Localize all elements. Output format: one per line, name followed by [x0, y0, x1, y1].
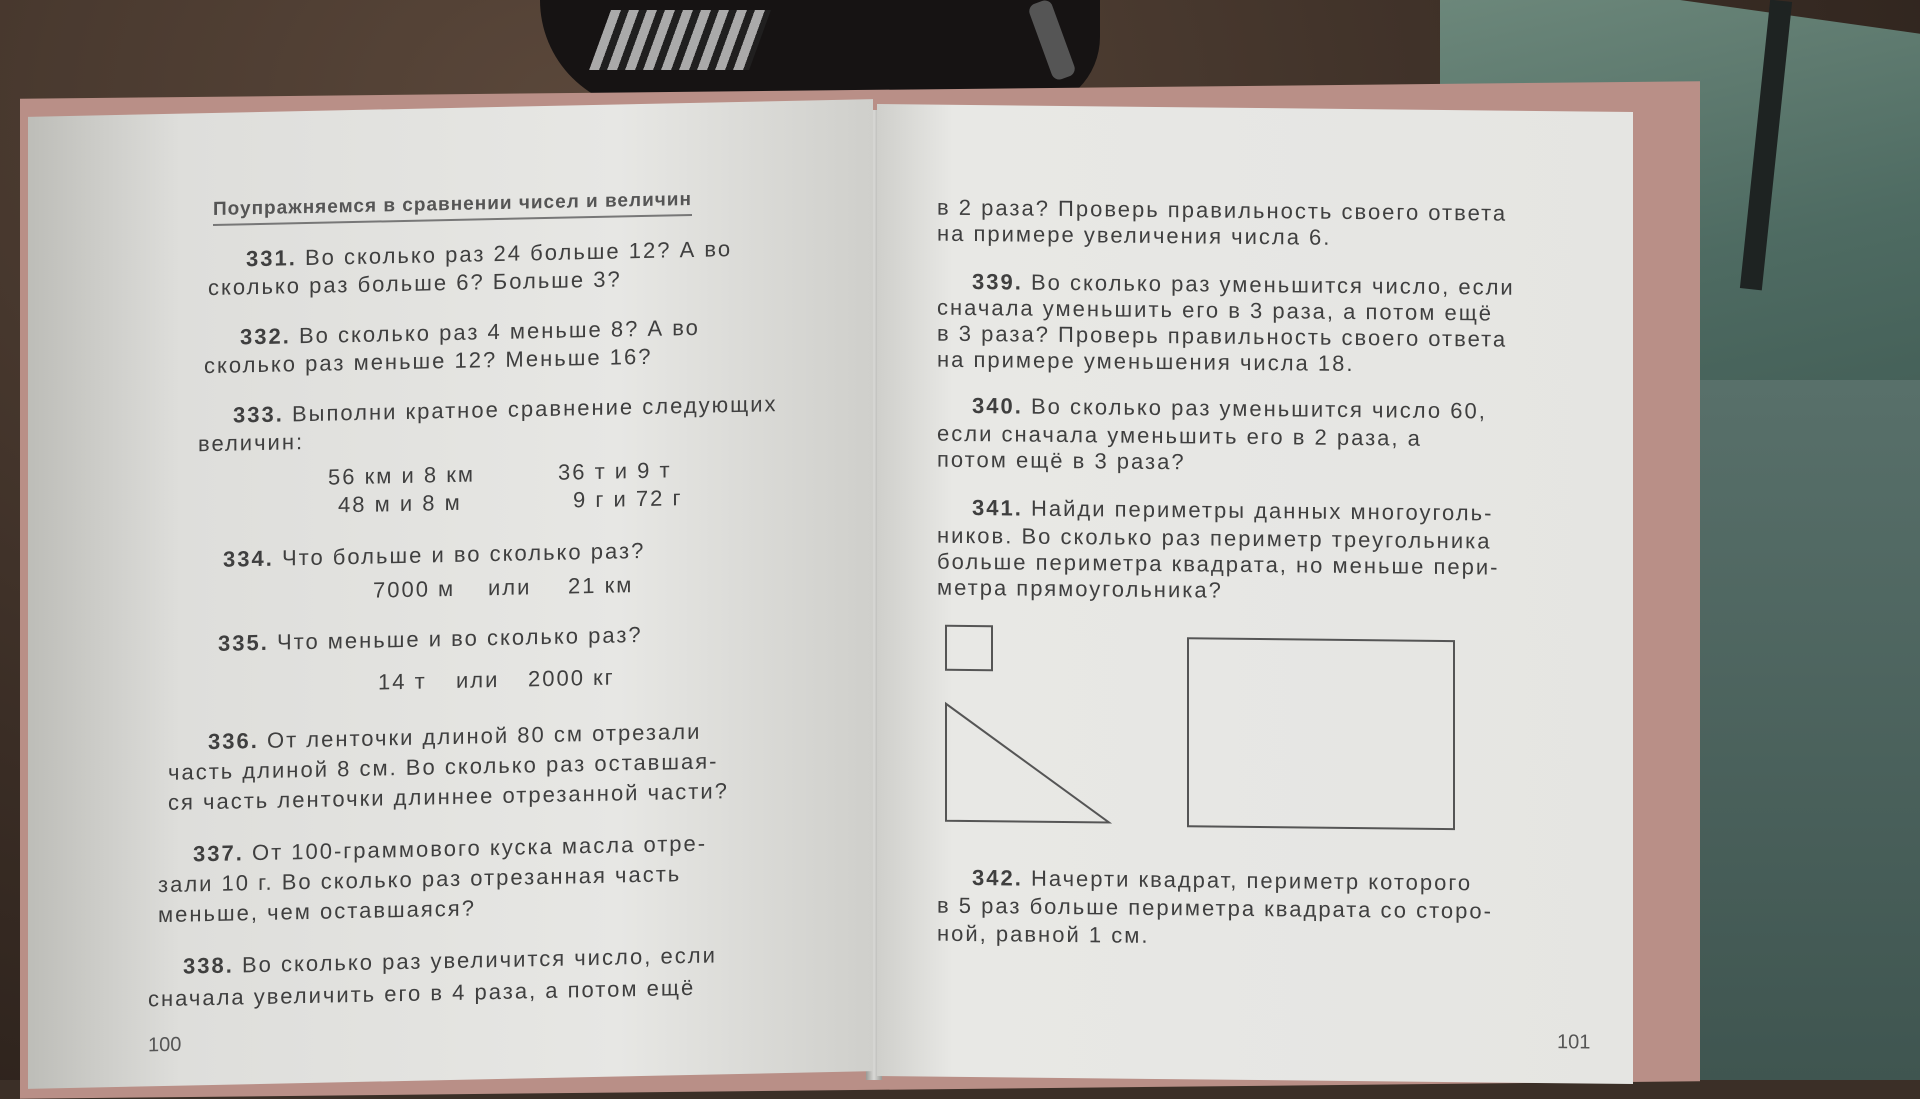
problem-341-line1: [972, 497, 1493, 524]
problem-336-line2: часть длиной 8 см. Во сколько раз оставшая-: [168, 748, 719, 785]
problem-number: 333.: [233, 401, 284, 428]
problem-339-line4: на примере уменьшения числа 18.: [937, 346, 1355, 377]
problem-341-line3: больше периметра квадрата, но меньше пери-: [937, 548, 1500, 580]
problem-337-line3: меньше, чем оставшаяся?: [158, 895, 476, 928]
problem-342-line3: ной, равной 1 см.: [937, 920, 1150, 948]
problem-text: Во сколько раз увеличится число, если: [241, 942, 717, 978]
square-figure: [945, 625, 993, 672]
problem-number: 341.: [972, 495, 1023, 521]
problem-335-line1: [218, 621, 643, 656]
problem-339-line2: сначала уменьшить его в 3 раза, а потом ещё: [937, 294, 1494, 326]
problem-337-line2: зали 10 г. Во сколько раз отрезанная часть: [158, 861, 682, 898]
problem-text: Что больше и во сколько раз?: [281, 537, 646, 571]
problem-336-line1: [208, 718, 702, 755]
problem-341-line4: метра прямоугольника?: [937, 574, 1223, 603]
problem-334-value2: 21 км: [568, 572, 634, 599]
problem-text: Начерти квадрат, периметр которого: [1030, 865, 1473, 896]
problem-331-line2: сколько раз больше 6? Больше 3?: [208, 266, 622, 301]
problem-336-line3: ся часть ленточки длиннее отрезанной части?: [168, 778, 729, 815]
page-number-right: 101: [1557, 1031, 1591, 1054]
problem-333-line2: величин:: [198, 429, 305, 457]
problem-333-pair-a1: 56 км и 8 км: [328, 461, 475, 490]
problem-text: Во сколько раз 24 больше 12? А во: [304, 236, 733, 271]
section-header: Поупражняемся в сравнении чисел и величин: [213, 189, 692, 226]
problem-number: 332.: [240, 323, 291, 350]
rectangle-figure: [1187, 637, 1455, 830]
problem-332-line2: сколько раз меньше 12? Меньше 16?: [204, 343, 653, 379]
problem-334-or: или: [488, 574, 532, 601]
problem-335-value1: 14 т: [378, 668, 427, 695]
left-page: [28, 99, 873, 1089]
problem-number: 338.: [183, 952, 234, 979]
problem-text: Выполни кратное сравнение следующих: [291, 391, 778, 427]
triangle-figure: [943, 701, 1113, 827]
problem-number: 336.: [208, 728, 259, 755]
problem-333-pair-a2: 48 м и 8 м: [338, 489, 462, 518]
problem-text: Что меньше и во сколько раз?: [276, 621, 643, 655]
problem-340-line3: потом ещё в 3 раза?: [937, 446, 1186, 475]
problem-342-line1: [972, 867, 1472, 894]
problem-text: Во сколько раз уменьшится число 60,: [1030, 393, 1487, 424]
problem-342-line2: в 5 раз больше периметра квадрата со сторо-: [937, 892, 1493, 924]
problem-341-line2: ников. Во сколько раз периметр треугольника: [937, 522, 1492, 554]
problem-text: Найди периметры данных многоуголь-: [1030, 495, 1494, 526]
problem-number: 331.: [246, 245, 297, 272]
problem-335-or: или: [456, 666, 500, 693]
problem-338-continued-line2: на примере увеличения числа 6.: [937, 220, 1332, 250]
right-page: [877, 104, 1633, 1084]
problem-333-pair-b2: 9 г и 72 г: [573, 485, 683, 513]
problem-text: Во сколько раз уменьшится число, если: [1030, 269, 1515, 300]
problem-339-line1: [972, 271, 1515, 299]
problem-number: 337.: [193, 840, 244, 867]
problem-333-line1: [233, 393, 778, 426]
problem-number: 342.: [972, 865, 1023, 891]
pencil-case-pattern: [589, 10, 771, 70]
problem-text: Во сколько раз 4 меньше 8? А во: [298, 314, 700, 349]
problem-338-line2: сначала увеличить его в 4 раза, а потом ещё: [148, 974, 696, 1012]
problem-331-line1: [246, 238, 732, 270]
problem-339-line3: в 3 раза? Проверь правильность своего ответа: [937, 320, 1508, 352]
page-number-left: 100: [148, 1033, 182, 1057]
problem-number: 334.: [223, 545, 274, 572]
problem-335-value2: 2000 кг: [528, 664, 615, 692]
problem-340-line2: если сначала уменьшить его в 2 раза, а: [937, 420, 1422, 451]
problem-text: От 100-граммового куска масла отре-: [251, 830, 708, 866]
problem-338-continued-line1: в 2 раза? Проверь правильность своего ответа: [937, 194, 1508, 226]
problem-number: 335.: [218, 629, 269, 656]
problem-340-line1: [972, 395, 1487, 422]
problem-text: От ленточки длиной 80 см отрезали: [266, 718, 702, 753]
problem-334-line1: [223, 537, 646, 572]
problem-number: 339.: [972, 269, 1023, 295]
problem-number: 340.: [972, 393, 1023, 419]
problem-337-line1: [193, 830, 708, 867]
problem-338-line1: [183, 944, 717, 977]
problem-334-value1: 7000 м: [373, 575, 456, 603]
problem-333-pair-b1: 36 т и 9 т: [558, 457, 672, 485]
